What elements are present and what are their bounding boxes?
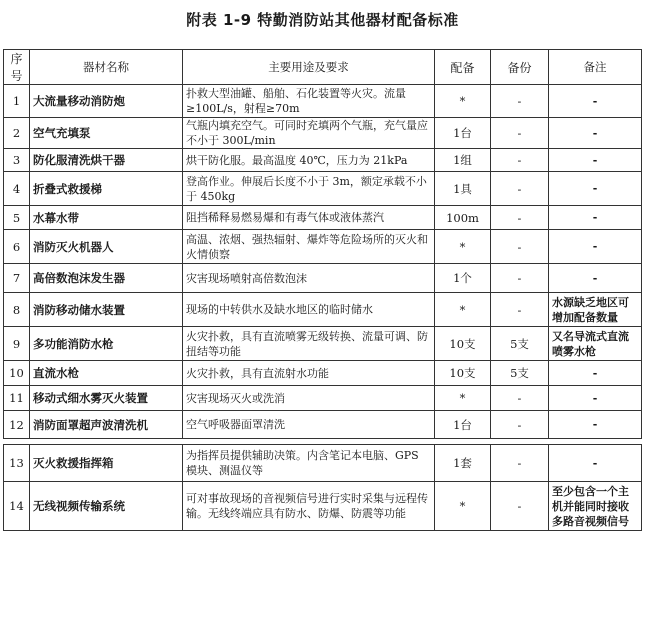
- cell-name: 高倍数泡沫发生器: [30, 264, 183, 293]
- cell-spare: -: [491, 85, 549, 118]
- table-row: [4, 361, 642, 386]
- cell-name: 多功能消防水枪: [30, 327, 183, 361]
- cell-spare: 5支: [491, 361, 549, 386]
- table-row: [4, 293, 642, 327]
- cell-name: 防化服清洗烘干器: [30, 149, 183, 172]
- cell-spare: -: [491, 411, 549, 439]
- table-row: [4, 327, 642, 361]
- cell-name: 直流水枪: [30, 361, 183, 386]
- cell-no: 11: [4, 386, 30, 411]
- cell-note: -: [549, 411, 642, 439]
- table-row: [4, 206, 642, 230]
- cell-qty: 1台: [435, 118, 491, 149]
- cell-no: 10: [4, 361, 30, 386]
- cell-note: -: [549, 85, 642, 118]
- table-row: [4, 411, 642, 439]
- cell-note: 又名导流式直流喷雾水枪: [549, 327, 642, 361]
- table-header-row: [4, 50, 642, 85]
- cell-note: 至少包含一个主机并能同时接收多路音视频信号: [549, 482, 642, 531]
- cell-spare: -: [491, 482, 549, 531]
- cell-qty: 1台: [435, 411, 491, 439]
- cell-use: 为指挥员提供辅助决策。内含笔记本电脑、GPS 模块、测温仪等: [183, 445, 435, 482]
- cell-spare: -: [491, 293, 549, 327]
- table-row: [4, 230, 642, 264]
- cell-name: 消防面罩超声波清洗机: [30, 411, 183, 439]
- cell-note: -: [549, 445, 642, 482]
- cell-no: 14: [4, 482, 30, 531]
- cell-qty: 10支: [435, 361, 491, 386]
- header-qty: 配备: [435, 50, 491, 85]
- cell-name: 水幕水带: [30, 206, 183, 230]
- table-row: [4, 172, 642, 206]
- table-row: [4, 85, 642, 118]
- cell-qty: 1具: [435, 172, 491, 206]
- table-row: [4, 445, 642, 482]
- cell-use: 烘干防化服。最高温度 40℃，压力为 21kPa: [183, 149, 435, 172]
- cell-no: 3: [4, 149, 30, 172]
- cell-name: 消防移动储水装置: [30, 293, 183, 327]
- cell-qty: *: [435, 85, 491, 118]
- cell-spare: -: [491, 230, 549, 264]
- table-row: [4, 264, 642, 293]
- header-no: 序号: [4, 50, 30, 85]
- cell-qty: *: [435, 230, 491, 264]
- cell-use: 灾害现场灭火或洗消: [183, 386, 435, 411]
- cell-use: 可对事故现场的音视频信号进行实时采集与远程传输。无线终端应具有防水、防爆、防震等功能: [183, 482, 435, 531]
- cell-spare: -: [491, 149, 549, 172]
- cell-name: 灭火救援指挥箱: [30, 445, 183, 482]
- cell-note: -: [549, 118, 642, 149]
- cell-note: -: [549, 149, 642, 172]
- table-row: [4, 386, 642, 411]
- equipment-table: [3, 49, 642, 531]
- cell-use: 火灾扑救，具有直流射水功能: [183, 361, 435, 386]
- cell-no: 8: [4, 293, 30, 327]
- header-note: 备注: [549, 50, 642, 85]
- cell-name: 消防灭火机器人: [30, 230, 183, 264]
- cell-use: 阻挡稀释易燃易爆和有毒气体或液体蒸汽: [183, 206, 435, 230]
- cell-name: 折叠式救援梯: [30, 172, 183, 206]
- cell-no: 6: [4, 230, 30, 264]
- cell-qty: *: [435, 482, 491, 531]
- cell-no: 5: [4, 206, 30, 230]
- cell-note: 水源缺乏地区可增加配备数量: [549, 293, 642, 327]
- cell-qty: 10支: [435, 327, 491, 361]
- cell-qty: 1组: [435, 149, 491, 172]
- cell-note: -: [549, 264, 642, 293]
- cell-qty: 100m: [435, 206, 491, 230]
- cell-qty: *: [435, 293, 491, 327]
- cell-name: 空气充填泵: [30, 118, 183, 149]
- page-title: 附表 1-9 特勤消防站其他器材配备标准: [186, 11, 459, 29]
- cell-no: 12: [4, 411, 30, 439]
- cell-qty: 1套: [435, 445, 491, 482]
- cell-spare: -: [491, 172, 549, 206]
- cell-use: 现场的中转供水及缺水地区的临时储水: [183, 293, 435, 327]
- cell-qty: *: [435, 386, 491, 411]
- cell-no: 2: [4, 118, 30, 149]
- cell-use: 气瓶内填充空气。可同时充填两个气瓶，充气量应不小于 300L/min: [183, 118, 435, 149]
- header-name: 器材名称: [30, 50, 183, 85]
- cell-spare: -: [491, 206, 549, 230]
- cell-no: 9: [4, 327, 30, 361]
- cell-name: 无线视频传输系统: [30, 482, 183, 531]
- cell-note: -: [549, 386, 642, 411]
- cell-spare: -: [491, 264, 549, 293]
- table-row: [4, 118, 642, 149]
- cell-use: 登高作业。伸展后长度不小于 3m，额定承载不小于 450kg: [183, 172, 435, 206]
- cell-spare: 5支: [491, 327, 549, 361]
- cell-spare: -: [491, 386, 549, 411]
- header-use: 主要用途及要求: [183, 50, 435, 85]
- cell-no: 4: [4, 172, 30, 206]
- cell-no: 1: [4, 85, 30, 118]
- cell-use: 扑救大型油罐、船舶、石化装置等火灾。流量≥100L/s，射程≥70m: [183, 85, 435, 118]
- table-row: [4, 482, 642, 531]
- cell-use: 火灾扑救，具有直流喷雾无级转换、流量可调、防扭结等功能: [183, 327, 435, 361]
- cell-use: 灾害现场喷射高倍数泡沫: [183, 264, 435, 293]
- cell-note: -: [549, 230, 642, 264]
- cell-use: 空气呼吸器面罩清洗: [183, 411, 435, 439]
- cell-spare: -: [491, 118, 549, 149]
- cell-no: 13: [4, 445, 30, 482]
- cell-no: 7: [4, 264, 30, 293]
- cell-note: -: [549, 206, 642, 230]
- cell-name: 移动式细水雾灭火装置: [30, 386, 183, 411]
- table-row: [4, 149, 642, 172]
- cell-note: -: [549, 361, 642, 386]
- cell-qty: 1个: [435, 264, 491, 293]
- cell-use: 高温、浓烟、强热辐射、爆炸等危险场所的灭火和火情侦察: [183, 230, 435, 264]
- cell-note: -: [549, 172, 642, 206]
- cell-spare: -: [491, 445, 549, 482]
- cell-name: 大流量移动消防炮: [30, 85, 183, 118]
- header-spare: 备份: [491, 50, 549, 85]
